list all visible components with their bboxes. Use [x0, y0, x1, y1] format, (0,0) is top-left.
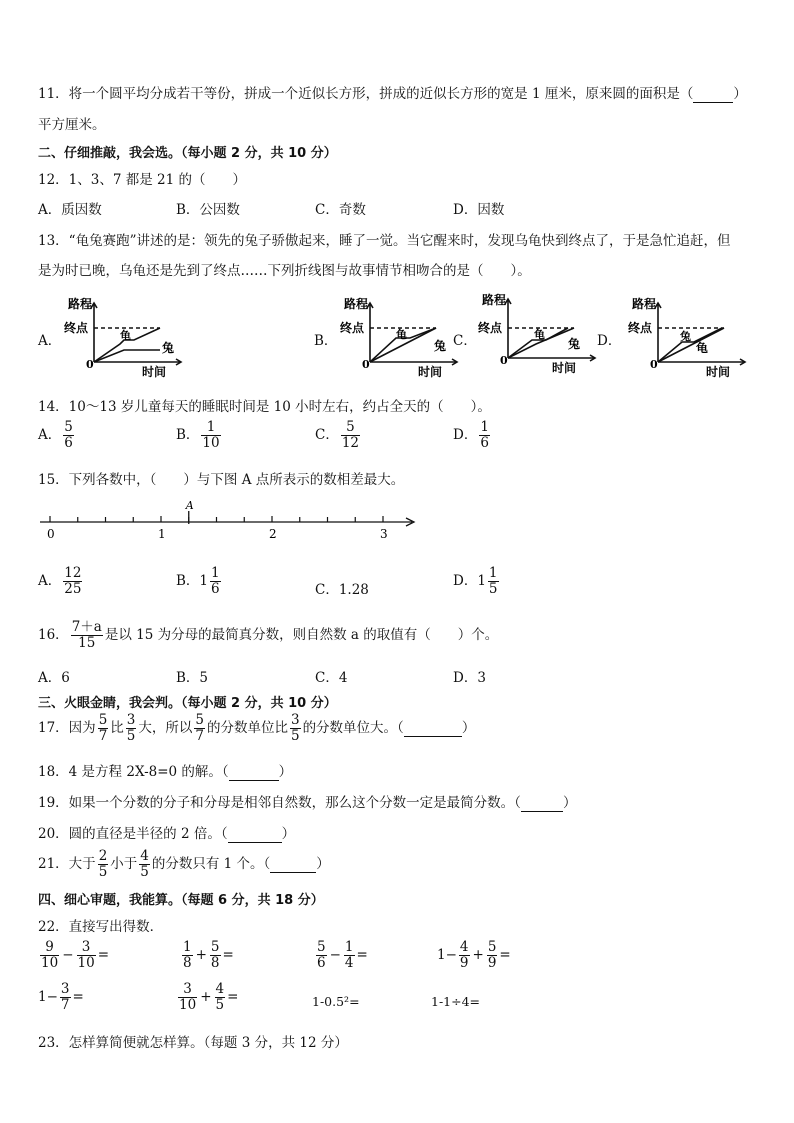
graph-d-ylabel: 路程	[632, 297, 657, 311]
number-line-point-label: A	[185, 500, 194, 512]
graph-b-finish: 终点	[340, 321, 365, 335]
graph-b-xlabel: 时间	[418, 365, 443, 378]
graph-a-turtle: 龟	[120, 329, 131, 342]
section3-title: 三、火眼金睛，我会判。（每小题 2 分，共 10 分）	[38, 696, 337, 711]
q15-option-b[interactable]	[176, 566, 223, 597]
q15-option-c[interactable]: C．1.28	[315, 582, 369, 598]
q16-text: 是以 15 为分母的最简真分数，则自然数 a 的取值有（ ）个。	[104, 626, 499, 643]
q22-expression-5[interactable]: 1− $\frac{3}{7}$ =	[38, 981, 84, 1013]
q17-frac-2: $\frac{3}{5}$	[126, 712, 136, 744]
q18-stem: 18．4 是方程 2X-8=0 的解。（ ）	[38, 764, 293, 780]
q15-number-line	[38, 500, 428, 544]
q20-answer-blank[interactable]	[228, 826, 282, 843]
q13-option-d[interactable]: D．	[597, 333, 622, 349]
graph-c-origin: 0	[500, 354, 508, 367]
q18-answer-blank[interactable]	[229, 764, 279, 781]
q14-option-c-label: C．	[315, 426, 339, 443]
q16-option-d[interactable]: D．3	[453, 670, 486, 686]
number-line-tick-label: 2	[269, 527, 277, 541]
q14-option-d-label: D．	[453, 426, 478, 443]
q16-number: 16．	[38, 626, 69, 643]
q21-frac-2: $\frac{4}{5}$	[140, 848, 149, 880]
graph-c-finish: 终点	[478, 321, 503, 335]
q22-expression-1[interactable]: $\frac{9}{10}$ − $\frac{3}{10}$ =	[41, 939, 109, 971]
q16-fraction: $\frac{7+a}{15}$	[71, 619, 102, 651]
graph-c-turtle: 龟	[534, 328, 545, 341]
q11-text: 11．将一个圆平均分成若干等份，拼成一个近似长方形，拼成的近似长方形的宽是 1 厘米，原来圆的面积是（	[38, 86, 694, 102]
q14-option-d[interactable]	[453, 420, 492, 451]
q12-option-a[interactable]: A．质因数	[38, 202, 102, 218]
q17-stem: 17．因为 $\frac{5}{7}$ 比 $\frac{3}{5}$ 大，所以 $\frac{5}{7}$ 的分数单位比 $\frac{3}{5}$ 的分数单位大。（ ）	[38, 712, 476, 744]
graph-c-xlabel: 时间	[552, 361, 577, 374]
q23-stem: 23．怎样算简便就怎样算。（每题 3 分，共 12 分）	[38, 1035, 348, 1051]
q22-stem: 22．直接写出得数．	[38, 919, 164, 935]
q13-graph-b	[338, 296, 463, 378]
q15-option-d-fraction: $\frac{1}{5}$	[488, 565, 498, 597]
q12-stem: 12．1、3、7 都是 21 的（ ）	[38, 172, 246, 188]
graph-a-rabbit: 兔	[162, 341, 175, 355]
graph-d-xlabel: 时间	[706, 365, 731, 378]
q22-expression-2[interactable]: $\frac{1}{8}$ + $\frac{5}{8}$ =	[183, 939, 234, 971]
q17-frac-1: $\frac{5}{7}$	[98, 712, 108, 744]
q11-paren-close: ）	[733, 86, 747, 102]
q16-option-b[interactable]: B．5	[176, 670, 209, 686]
q11-line2: 平方厘米。	[38, 117, 106, 133]
q22-expression-8[interactable]: 1-1÷4=	[431, 994, 481, 1009]
q15-option-b-label: B．	[176, 572, 200, 589]
graph-d-turtle: 龟	[696, 341, 709, 355]
q11-answer-blank[interactable]	[693, 86, 733, 103]
q15-option-a[interactable]	[38, 566, 84, 597]
q13-graph-a	[62, 296, 187, 378]
q13-option-c[interactable]: C．	[453, 333, 477, 349]
graph-a-finish: 终点	[64, 321, 89, 335]
q16-option-a[interactable]: A．6	[38, 670, 70, 686]
q21-frac-1: $\frac{2}{5}$	[98, 848, 108, 880]
q13-line1: 13．“龟兔赛跑”讲述的是：领先的兔子骄傲起来，睡了一觉。当它醒来时，发现乌龟快到终点了，于是急忙追赶，但	[38, 233, 731, 249]
q16-option-c[interactable]: C．4	[315, 670, 348, 686]
q14-option-d-fraction: $\frac{1}{6}$	[480, 419, 489, 451]
graph-b-ylabel: 路程	[344, 297, 369, 311]
graph-b-turtle: 龟	[396, 328, 407, 341]
number-line-tick-label: 1	[158, 527, 166, 541]
q17-frac-3: $\frac{5}{7}$	[195, 712, 204, 744]
graph-c-rabbit: 兔	[568, 337, 581, 351]
section4-title: 四、细心审题，我能算。（每题 6 分，共 18 分）	[38, 893, 324, 908]
q15-option-b-fraction: $\frac{1}{6}$	[211, 565, 220, 597]
q14-option-b[interactable]	[176, 420, 223, 451]
q14-option-a[interactable]	[38, 420, 76, 451]
q14-option-b-label: B．	[176, 426, 200, 443]
q15-option-d[interactable]	[453, 566, 501, 597]
q12-option-c[interactable]: C．奇数	[315, 202, 366, 218]
q17-frac-4: $\frac{3}{5}$	[290, 712, 300, 744]
q15-stem: 15．下列各数中，（ ）与下图 A 点所表示的数相差最大。	[38, 472, 405, 488]
q22-expression-3[interactable]: $\frac{5}{6}$ − $\frac{1}{4}$ =	[317, 939, 368, 971]
graph-d-finish: 终点	[628, 321, 653, 335]
q20-stem: 20．圆的直径是半径的 2 倍。（ ）	[38, 826, 296, 842]
q13-graph-d	[626, 296, 751, 378]
q14-option-a-label: A．	[38, 426, 62, 443]
q17-answer-blank[interactable]	[404, 720, 462, 737]
q21-stem: 21．大于 $\frac{2}{5}$ 小于 $\frac{4}{5}$ 的分数只有 1 个。（ ）	[38, 848, 330, 880]
q13-graph-c	[476, 292, 601, 374]
q15-option-a-fraction: $\frac{12}{25}$	[64, 565, 82, 597]
q22-expression-6[interactable]: $\frac{3}{10}$ + $\frac{4}{5}$ =	[179, 981, 239, 1013]
q16-stem	[38, 620, 498, 651]
q14-stem: 14．10～13 岁儿童每天的睡眠时间是 10 小时左右，约占全天的（ ）。	[38, 399, 491, 415]
q19-answer-blank[interactable]	[521, 795, 563, 812]
q14-option-a-fraction: $\frac{5}{6}$	[64, 419, 73, 451]
q22-expression-4[interactable]: 1− $\frac{4}{9}$ + $\frac{5}{9}$ =	[437, 939, 511, 971]
q14-option-b-fraction: $\frac{1}{10}$	[202, 419, 220, 451]
graph-a-origin: 0	[86, 358, 94, 371]
q15-option-d-label: D．	[453, 572, 478, 589]
number-line-tick-label: 3	[380, 527, 388, 541]
graph-d-origin: 0	[650, 358, 658, 371]
graph-c-ylabel: 路程	[482, 293, 507, 307]
q22-expression-7[interactable]: 1-0.5²=	[312, 994, 360, 1009]
q14-option-c[interactable]	[315, 420, 362, 451]
q15-option-a-label: A．	[38, 572, 62, 589]
q11-line1	[38, 82, 747, 103]
graph-b-rabbit: 兔	[434, 339, 447, 353]
q13-option-b[interactable]: B．	[314, 333, 338, 349]
graph-a-ylabel: 路程	[68, 297, 93, 311]
q21-answer-blank[interactable]	[270, 856, 316, 873]
q13-line2: 是为时已晚，乌龟还是先到了终点……下列折线图与故事情节相吻合的是（ ）。	[38, 263, 531, 279]
q12-option-d[interactable]: D．因数	[453, 202, 505, 218]
q13-option-a[interactable]: A．	[38, 333, 62, 349]
graph-a-xlabel: 时间	[142, 365, 167, 378]
q12-option-b[interactable]: B．公因数	[176, 202, 240, 218]
q15-option-d-whole: 1	[477, 572, 486, 589]
q15-option-b-whole: 1	[199, 572, 209, 589]
q19-stem: 19．如果一个分数的分子和分母是相邻自然数，那么这个分数一定是最简分数。（ ）	[38, 795, 577, 811]
graph-d-rabbit: 兔	[680, 330, 691, 343]
graph-b-origin: 0	[362, 358, 370, 371]
section2-title: 二、仔细推敲，我会选。（每小题 2 分，共 10 分）	[38, 146, 337, 161]
number-line-tick-label: 0	[47, 527, 55, 541]
q14-option-c-fraction: $\frac{5}{12}$	[341, 419, 360, 451]
